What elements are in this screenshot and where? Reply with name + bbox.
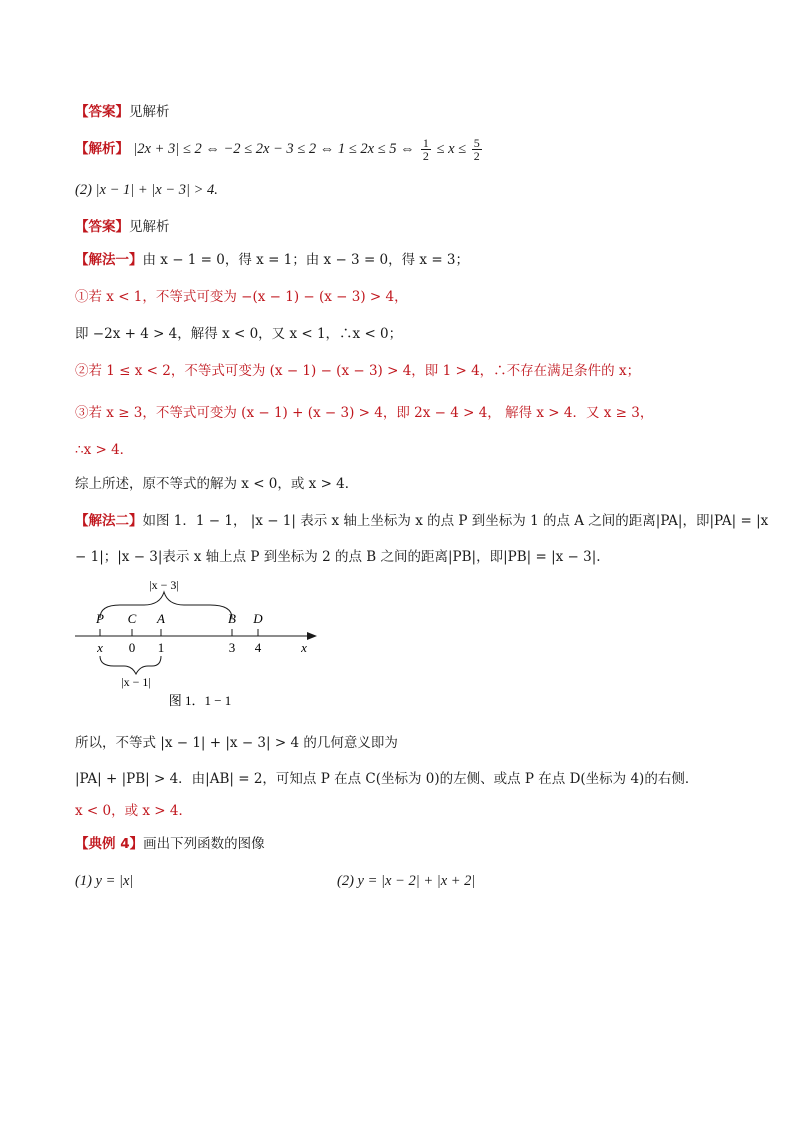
label-P: P <box>96 611 104 626</box>
geometric-meaning-line: 所以，不等式 |x − 1| + |x − 3| > 4 的几何意义即为 <box>75 735 398 751</box>
example-4-text: 画出下列函数的图像 <box>143 836 265 852</box>
method-1-text: 由 x − 1 = 0，得 x = 1；由 x − 3 = 0，得 x = 3； <box>142 252 470 268</box>
final-answer-line: x < 0，或 x > 4． <box>75 803 192 819</box>
bottom-brace-label: |x − 1| <box>121 675 151 689</box>
case-3-line: ③若 x ≥ 3，不等式可变为 (x − 1) + (x − 3) > 4，即 2x − 4 > 4， 解得 x > 4．又 x ≥ 3， <box>75 405 654 421</box>
answer-tag: 【答案】 <box>75 104 129 120</box>
label-A: A <box>157 611 165 626</box>
method-1-tag: 【解法一】 <box>75 252 143 268</box>
method-2-line-b: − 1|；|x − 3|表示 x 轴上点 P 到坐标为 2 的点 B 之间的距离|PB|，即|PB| = |x − 3|. <box>75 549 601 565</box>
figure-caption: 图 1．1 − 1 <box>168 693 232 708</box>
fraction-half: $\frac{1}{2}$ <box>422 136 429 163</box>
coord-A: 1 <box>157 640 165 655</box>
answer-line-1 <box>75 102 170 122</box>
geometric-condition-line: |PA| + |PB| > 4．由|AB| = 2，可知点 P 在点 C(坐标为 0)的左侧、或点 P 在点 D(坐标为 4)的右侧． <box>75 771 699 787</box>
fraction-five-halves: $\frac{5}{2}$ <box>473 136 480 163</box>
function-1: (1) y = |x| <box>75 873 134 889</box>
question-2: (2) |x − 1| + |x − 3| > 4. <box>75 182 218 198</box>
axis-arrow <box>307 632 317 640</box>
method-2-text: 如图 1．1 − 1， |x − 1| 表示 x 轴上坐标为 x 的点 P 到坐标为 1 的点 A 之间的距离|PA|，即|PA| = |x <box>142 513 769 529</box>
method-1-line <box>75 250 469 270</box>
answer-text: 见解析 <box>129 104 170 120</box>
label-B: B <box>228 611 236 626</box>
analysis-line-1: 【解析】 |2x + 3| ≤ 2 ⇔ −2 ≤ 2x − 3 ≤ 2 ⇔ 1 ≤ 2x ≤ 5 ⇔ $\frac{1}{2}$ ≤ x ≤ $\frac{5}{2}$ <box>75 136 480 163</box>
analysis-math: |2x + 3| ≤ 2 ⇔ −2 ≤ 2x − 3 ≤ 2 ⇔ 1 ≤ 2x ≤ 5 ⇔ <box>133 141 415 157</box>
coord-C: 0 <box>128 640 136 655</box>
example-4-tag: 【典例 4】 <box>75 836 144 852</box>
coord-D: 4 <box>254 640 262 655</box>
bottom-brace <box>100 656 161 674</box>
axis-x-label: x <box>301 640 307 655</box>
top-brace-label: |x − 3| <box>149 578 179 592</box>
number-line-figure <box>60 570 340 715</box>
answer-line-2 <box>75 217 170 237</box>
answer-tag: 【答案】 <box>75 219 129 235</box>
case-1-result: 即 −2x + 4 > 4，解得 x < 0，又 x < 1，∴x < 0； <box>75 326 403 342</box>
case-3-result: ∴x > 4． <box>75 442 134 458</box>
function-2: (2) y = |x − 2| + |x + 2| <box>337 873 476 889</box>
answer-text: 见解析 <box>129 219 170 235</box>
analysis-tag: 【解析】 <box>75 141 129 157</box>
top-brace <box>100 592 232 618</box>
coord-P: x <box>97 640 103 655</box>
case-1-line: ①若 x < 1，不等式可变为 −(x − 1) − (x − 3) > 4， <box>75 289 408 305</box>
case-2-line: ②若 1 ≤ x < 2，不等式可变为 (x − 1) − (x − 3) > 4，即 1 > 4，∴不存在满足条件的 x； <box>75 363 641 379</box>
method-2-line <box>75 511 768 531</box>
summary-line: 综上所述，原不等式的解为 x < 0，或 x > 4． <box>75 476 359 492</box>
example-4-line <box>75 834 265 854</box>
label-D: D <box>253 611 263 626</box>
method-2-tag: 【解法二】 <box>75 513 143 529</box>
coord-B: 3 <box>228 640 236 655</box>
label-C: C <box>127 611 137 626</box>
